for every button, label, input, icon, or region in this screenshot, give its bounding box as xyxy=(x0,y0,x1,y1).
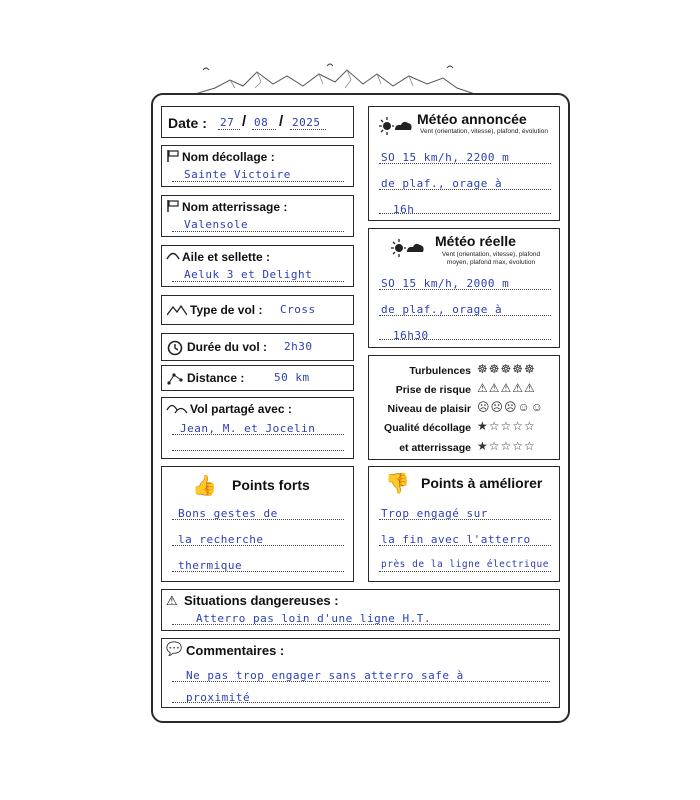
route-icon xyxy=(167,371,183,385)
date-year[interactable]: 2025 xyxy=(292,116,321,129)
landing-label: Nom atterrissage : xyxy=(182,200,288,214)
clock-icon xyxy=(167,340,183,356)
actual-line-3[interactable]: 16h30 xyxy=(393,329,429,342)
date-sep-1: / xyxy=(242,113,247,130)
turbulence-icons[interactable]: ☸☸☸☸☸ xyxy=(477,362,536,376)
strengths-title: Points forts xyxy=(232,477,310,493)
rating-pleasure-label: Niveau de plaisir xyxy=(387,403,471,415)
flag-icon xyxy=(166,150,182,162)
sun-cloud-icon xyxy=(379,115,413,137)
date-box xyxy=(161,106,354,138)
landing-value[interactable]: Valensole xyxy=(184,218,249,231)
forecast-line-2[interactable]: de plaf., orage à xyxy=(381,177,503,190)
forecast-weather-box xyxy=(368,106,560,221)
actual-subtitle: Vent (orientation, vitesse), plafond moyen, plafond max, évolution xyxy=(441,251,541,266)
comments-box xyxy=(161,638,560,708)
thumbs-up-icon: 👍 xyxy=(192,475,217,497)
warning-icon: ⚠ xyxy=(166,593,178,608)
mountain-illustration xyxy=(195,62,475,96)
improvements-box xyxy=(368,466,560,582)
forecast-line-3[interactable]: 16h xyxy=(393,203,415,216)
strengths-line-3[interactable]: thermique xyxy=(178,559,243,572)
danger-box xyxy=(161,589,560,631)
strengths-box xyxy=(161,466,354,582)
forecast-line-1[interactable]: SO 15 km/h, 2200 m xyxy=(381,151,510,164)
distance-value[interactable]: 50 km xyxy=(274,371,310,384)
actual-weather-box xyxy=(368,228,560,348)
shared-value[interactable]: Jean, M. et Jocelin xyxy=(180,422,316,435)
comments-line-2[interactable]: proximité xyxy=(186,691,251,704)
flight-type-value[interactable]: Cross xyxy=(280,303,316,316)
thumbs-down-icon: 👎 xyxy=(385,473,410,495)
date-label: Date : xyxy=(168,115,207,131)
improvements-line-3[interactable]: près de la ligne électrique xyxy=(381,559,549,570)
actual-line-1[interactable]: SO 15 km/h, 2000 m xyxy=(381,277,510,290)
date-month[interactable]: 08 xyxy=(254,116,269,129)
takeoff-label: Nom décollage : xyxy=(182,150,275,164)
takeoff-box xyxy=(161,145,354,187)
flag-icon xyxy=(166,200,182,212)
shared-box xyxy=(161,397,354,459)
wing-box xyxy=(161,245,354,287)
rating-takeoff-label: Qualité décollage xyxy=(384,422,471,434)
strengths-line-1[interactable]: Bons gestes de xyxy=(178,507,278,520)
risk-warning-icons[interactable]: ⚠⚠⚠⚠⚠ xyxy=(477,381,536,395)
comments-label: Commentaires : xyxy=(186,643,285,658)
danger-value[interactable]: Atterro pas loin d'une ligne H.T. xyxy=(196,612,432,625)
duration-box xyxy=(161,333,354,361)
ratings-box xyxy=(368,355,560,460)
takeoff-value[interactable]: Sainte Victoire xyxy=(184,168,291,181)
distance-label: Distance : xyxy=(187,371,245,385)
actual-line-2[interactable]: de plaf., orage à xyxy=(381,303,503,316)
speech-bubble-icon: 💬 xyxy=(166,641,183,656)
rating-landing-label: et atterrissage xyxy=(399,442,471,454)
wing-value[interactable]: Aeluk 3 et Delight xyxy=(184,268,313,281)
actual-title: Météo réelle xyxy=(435,233,516,249)
duration-label: Durée du vol : xyxy=(187,340,268,354)
duration-value[interactable]: 2h30 xyxy=(284,340,313,353)
improvements-line-2[interactable]: la fin avec l'atterro xyxy=(381,533,531,546)
landing-star-icons[interactable]: ★☆☆☆☆ xyxy=(477,439,536,453)
danger-label: Situations dangereuses : xyxy=(184,593,339,608)
date-day[interactable]: 27 xyxy=(220,116,235,129)
date-sep-2: / xyxy=(279,113,284,130)
rating-turbulence-label: Turbulences xyxy=(409,365,471,377)
strengths-line-2[interactable]: la recherche xyxy=(178,533,264,546)
paraglider-icon xyxy=(166,250,180,262)
rating-risk-label: Prise de risque xyxy=(395,384,471,396)
improvements-title: Points à améliorer xyxy=(421,475,543,491)
improvements-line-1[interactable]: Trop engagé sur xyxy=(381,507,488,520)
flight-type-box xyxy=(161,295,354,325)
forecast-subtitle: Vent (orientation, vitesse), plafond, évolution xyxy=(420,128,548,135)
paragliders-icon xyxy=(166,401,188,415)
landing-box xyxy=(161,195,354,237)
pleasure-smiley-icons[interactable]: ☹☹☹☺☺ xyxy=(477,400,545,414)
sun-cloud-icon xyxy=(391,237,425,259)
shared-label: Vol partagé avec : xyxy=(190,402,292,416)
flight-type-label: Type de vol : xyxy=(190,303,263,317)
comments-line-1[interactable]: Ne pas trop engager sans atterro safe à xyxy=(186,669,464,682)
mountain-icon xyxy=(167,304,187,316)
forecast-title: Météo annoncée xyxy=(417,111,527,127)
takeoff-star-icons[interactable]: ★☆☆☆☆ xyxy=(477,419,536,433)
wing-label: Aile et sellette : xyxy=(182,250,271,264)
distance-box xyxy=(161,365,354,391)
